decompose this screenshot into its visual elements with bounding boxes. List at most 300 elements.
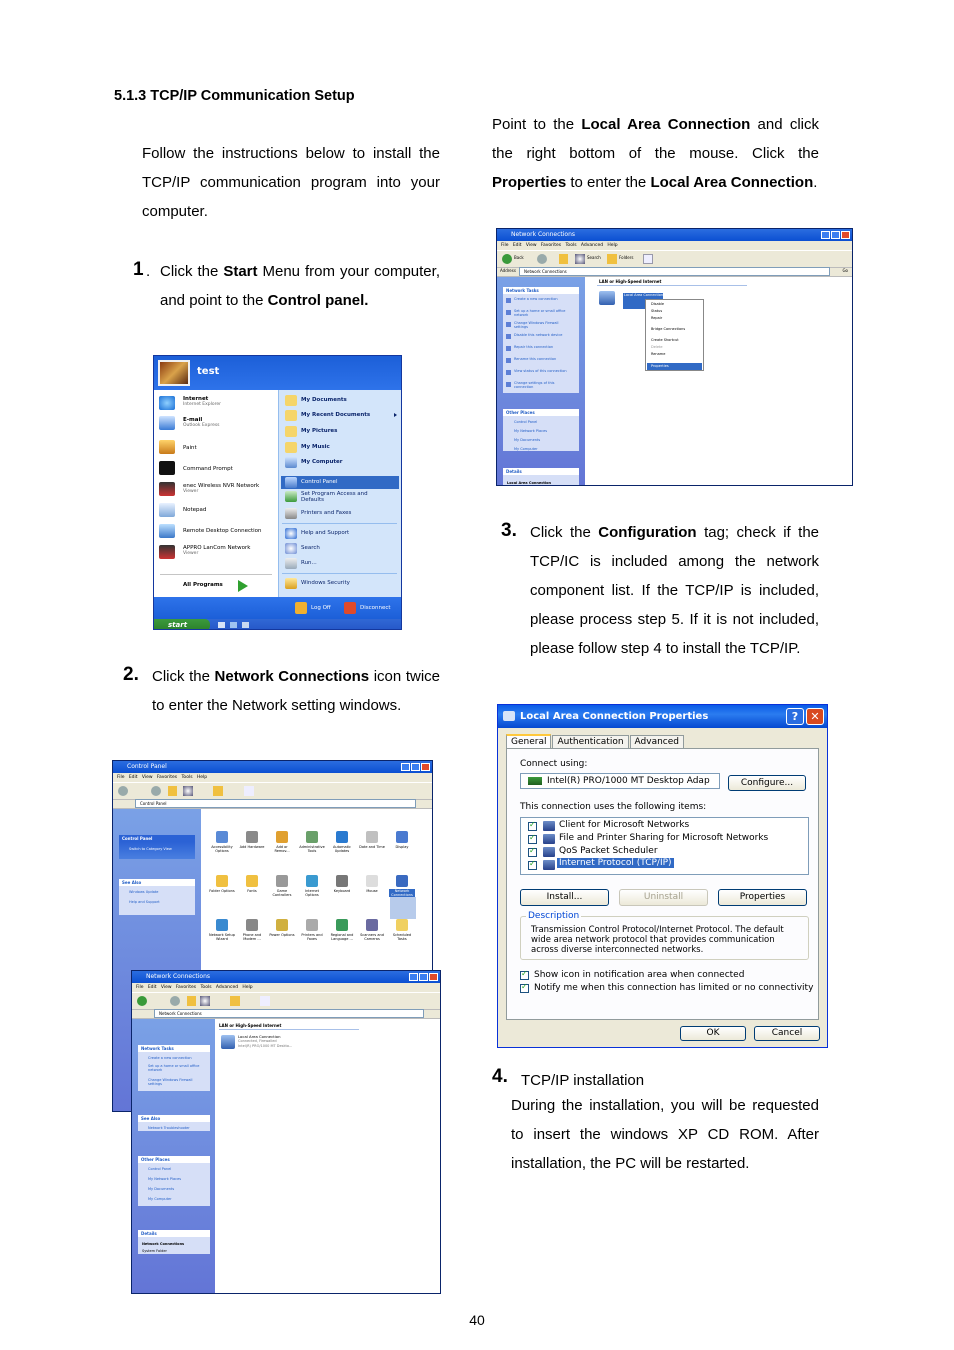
nc-address-field[interactable]: Network Connections [154,1009,424,1018]
dialog-close-button[interactable]: ✕ [806,708,824,725]
start-item-my-recent-documents[interactable]: My Recent Documents [301,412,371,418]
start-item-internet[interactable]: Internet Internet Explorer [183,396,222,407]
cp-icon-16[interactable] [276,919,288,931]
step1-control-panel: Control panel. [267,292,369,309]
start-button[interactable]: start [154,619,210,630]
ncs-task-link[interactable]: Change settings of this connection [514,381,555,389]
cp-icon-label[interactable]: Network Connections [389,889,415,897]
start-item-my-documents[interactable]: My Documents [301,397,347,403]
items-label: This connection uses the following items: [520,802,707,812]
ncs-task-link[interactable]: Repair this connection [514,345,554,349]
ncs-menu-edit[interactable]: Edit [512,243,522,248]
start-item-control-panel[interactable]: Control Panel [301,479,338,485]
nc-tasks-box [138,1045,210,1091]
ncs-section-title: LAN or High-Speed Internet [599,279,662,284]
ncs-other-title: Other Places [506,410,535,415]
nc-connection-label[interactable]: Local Area Connection [238,1034,281,1039]
maximize-button[interactable] [411,763,420,771]
quicklaunch-desktop-icon[interactable] [230,622,237,628]
ncs-tasks-title: Network Tasks [506,288,539,293]
nc-other-box [138,1156,210,1206]
properties-button[interactable]: Properties [718,889,807,906]
ncs-search-label[interactable]: Search [587,255,601,260]
cp-icon-1[interactable] [246,831,258,843]
dialog-title: Local Area Connection Properties [520,711,709,722]
ncs-other-box [503,409,579,451]
user-avatar [158,360,190,386]
dialog-titlebar [498,705,827,728]
folders-icon[interactable] [213,786,223,796]
tab-general[interactable]: General [506,734,551,751]
step2-text [123,662,441,720]
disconnect-button[interactable]: Disconnect [344,601,391,615]
description-group [520,911,809,960]
control-panel-menubar [113,773,432,782]
cp-icon-17[interactable] [306,919,318,931]
start-menu-header [154,356,401,390]
context-menu [645,299,704,371]
client-icon [543,821,555,831]
nc-my-documents-link[interactable]: My Documents [148,1187,175,1191]
step3-t1: Click the [530,524,599,541]
ncs-minimize-button[interactable] [821,231,830,239]
outlook-express-icon [159,416,175,430]
ncs-maximize-button[interactable] [831,231,840,239]
tab-advanced[interactable]: Advanced [630,735,684,749]
ncs-lan-icon[interactable] [599,291,615,305]
adapter-icon [528,777,542,785]
start-item-nvr-viewer[interactable]: enec Wireless NVR Network Viewer [183,483,260,494]
start-item-my-music[interactable]: My Music [301,444,330,450]
cp-side-box [119,835,195,859]
item-tcpip[interactable]: Internet Protocol (TCP/IP) [559,858,672,868]
cp-icon-label[interactable]: Accessibility Options [211,845,233,853]
ncs-task-icon [506,298,511,303]
nc-troubleshooter-link[interactable]: Network Troubleshooter [148,1126,190,1130]
cp-icon-12[interactable] [366,875,378,887]
ncs-menu-view[interactable]: View [525,243,537,248]
qos-checkbox[interactable] [528,848,537,857]
cp-icon-18[interactable] [336,919,348,931]
ncs-task-link[interactable]: Create a new connection [514,297,558,301]
nc-search-icon[interactable] [200,996,210,1006]
menu-view[interactable]: View [141,775,153,780]
cp-icon-3[interactable] [306,831,318,843]
nc-side [132,1019,215,1293]
nc-menu-help[interactable]: Help [242,985,253,990]
step4-title [492,1066,645,1089]
all-programs-button[interactable]: All Programs [183,582,223,588]
ncs-address-bar [497,266,852,277]
cp-icon-13[interactable] [396,875,408,887]
nc-back-icon[interactable] [137,996,147,1006]
my-music-icon [285,442,297,453]
cp-icon-label[interactable]: Administrative Tools [299,845,325,853]
start-item-remote-desktop[interactable]: Remote Desktop Connection [183,528,262,534]
cp-icon-6[interactable] [396,831,408,843]
item-client[interactable]: Client for Microsoft Networks [559,820,690,830]
context-item[interactable]: Disable [651,302,664,306]
cp-icon-10[interactable] [306,875,318,887]
tab-authentication[interactable]: Authentication [552,735,628,749]
forward-icon[interactable] [151,786,161,796]
network-connections-window [131,970,441,1294]
nc-tasks-title: Network Tasks [141,1046,174,1051]
point-t1: Point to the [492,116,582,133]
cp-icon-label[interactable]: Network Setup Wizard [209,933,235,941]
lan-connection-icon[interactable] [221,1035,235,1049]
sharing-checkbox[interactable] [528,835,537,844]
quicklaunch-ie-icon[interactable] [218,622,225,628]
step2-network-connections: Network Connections [214,668,370,685]
control-panel-titlebar: Control Panel [113,761,432,773]
ncs-address-label: Address [500,268,516,273]
context-item[interactable]: Status [651,309,663,313]
up-icon[interactable] [168,786,177,796]
nc-up-icon[interactable] [187,996,196,1006]
program-access-icon [285,491,297,502]
cp-icon-0[interactable] [216,831,228,843]
cp-icon-19[interactable] [366,919,378,931]
nc-details-type: System Folder [142,1249,167,1253]
item-sharing[interactable]: File and Printer Sharing for Microsoft Networks [559,833,769,843]
step3-text [501,518,820,663]
nc-details-title: Details [141,1231,157,1236]
start-item-appro-viewer[interactable]: APPRO LanCom Network Viewer [183,545,251,556]
cp-icon-5[interactable] [366,831,378,843]
context-properties[interactable]: Properties [651,364,669,368]
network-connections-context-window [496,228,853,486]
cp-see-also-title: See Also [122,880,142,885]
ncs-tasks-box [503,287,579,393]
nc-section-line [219,1029,359,1030]
start-menu-footer [154,597,401,619]
point-paragraph [492,110,819,197]
paint-icon [159,440,175,454]
step2-t1: Click the [152,668,215,685]
notepad-icon [159,503,175,517]
taskbar [154,619,401,630]
start-menu-screenshot [153,355,402,630]
adapter-name: Intel(R) PRO/1000 MT Desktop Adap [547,776,710,786]
context-item[interactable]: Rename [651,352,666,356]
right-divider-2 [282,573,397,574]
cp-icon-14[interactable] [216,919,228,931]
nc-connection-status: Connected, Firewalled [238,1039,277,1043]
nc-control-panel-link[interactable]: Control Panel [148,1167,172,1171]
ncs-back-label[interactable]: Back [514,255,524,260]
ncs-go-button[interactable]: Go [842,268,848,273]
intro-paragraph: Follow the instructions below to install the TCP/IP communication program into your computer. [142,145,440,220]
cp-icon-9[interactable] [276,875,288,887]
ncs-menu-favorites[interactable]: Favorites [540,243,562,248]
context-item[interactable]: Repair [651,316,663,320]
connect-using-label: Connect using: [520,759,588,769]
nc-menu-edit[interactable]: Edit [147,985,157,990]
nvr-viewer-icon [159,482,175,496]
step4-number: 4. [492,1066,508,1087]
views-icon[interactable] [244,786,254,796]
step1-t2: Menu from your computer, and point to the [160,263,440,309]
point-t2: and click the right bottom of the mouse. Click the [492,116,819,162]
ncs-back-icon[interactable] [502,254,512,264]
cp-icon-label[interactable]: Date and Time [359,845,385,849]
menu-help[interactable]: Help [196,775,208,780]
command-prompt-icon [159,461,175,475]
start-item-notepad[interactable]: Notepad [183,507,207,513]
start-item-email[interactable]: E-mail Outlook Express [183,417,220,428]
step1-t1: Click the [160,263,224,280]
ncs-task-icon [506,334,511,339]
context-item[interactable]: Delete [651,345,663,349]
ncs-menu-advanced[interactable]: Advanced [580,243,604,248]
start-item-my-pictures[interactable]: My Pictures [301,428,338,434]
switch-view-link[interactable]: Switch to Category View [129,847,172,851]
start-menu-divider [160,574,272,575]
uninstall-button[interactable]: Uninstall [619,889,708,906]
adapter-field [520,773,720,789]
start-item-printers[interactable]: Printers and Faxes [301,510,352,516]
start-menu-left-pane [154,390,278,597]
ncs-views-icon[interactable] [643,254,653,264]
cp-icon-label[interactable]: Mouse [366,889,378,893]
run-icon [285,558,297,569]
description-label: Description [528,911,580,921]
start-item-run[interactable]: Run... [301,560,317,566]
nc-views-icon[interactable] [260,996,270,1006]
cp-icon-label[interactable]: Game Controllers [272,889,292,897]
general-panel [506,748,819,1020]
ncs-content [585,277,852,485]
cp-icon-20[interactable] [396,919,408,931]
my-pictures-icon [285,426,297,437]
help-icon [285,528,297,539]
nc-see-box [138,1115,210,1131]
context-item[interactable]: Create Shortcut [651,338,679,342]
all-programs-arrow-icon [238,580,248,592]
nc-connection-device: Intel(R) PRO/1000 MT Deskto... [238,1044,293,1048]
nc-see-title: See Also [141,1116,161,1121]
start-item-search[interactable]: Search [301,545,320,551]
nc-content [215,1019,440,1293]
cp-icon-4[interactable] [336,831,348,843]
nc-maximize-button[interactable] [419,973,428,981]
my-recent-documents-icon [285,410,297,421]
ncs-up-icon[interactable] [559,254,568,264]
nc-menu-file[interactable]: File [136,985,144,990]
nc-task-firewall[interactable]: Change Windows Firewall settings [148,1078,193,1086]
cp-icon-label[interactable]: Add or Remov... [274,845,290,853]
client-checkbox[interactable] [528,822,537,831]
search-icon [285,543,297,554]
cp-icon-11[interactable] [336,875,348,887]
ncs-side [497,277,585,485]
control-panel-icon [285,477,297,488]
cp-icon-7[interactable] [216,875,228,887]
cp-icon-label[interactable]: Folder Options [209,889,235,893]
cp-icon-label[interactable]: Power Options [269,933,295,937]
logoff-button[interactable]: Log Off [295,601,331,615]
help-button[interactable]: ? [786,708,804,725]
nc-close-button[interactable] [429,973,438,981]
ncs-other-link[interactable]: Control Panel [514,420,538,424]
dialog-network-icon [503,711,515,721]
ok-button[interactable]: OK [680,1026,746,1041]
page-number: 40 [469,1312,485,1328]
remote-desktop-icon [159,524,175,538]
quicklaunch-media-icon[interactable] [242,622,249,628]
my-documents-icon [285,395,297,406]
address-field[interactable]: Control Panel [135,799,416,808]
nc-minimize-button[interactable] [409,973,418,981]
ncs-other-link[interactable]: My Documents [514,438,541,442]
cp-icon-15[interactable] [246,919,258,931]
ncs-task-icon [506,382,511,387]
menu-favorites[interactable]: Favorites [156,775,178,780]
ncs-task-icon [506,370,511,375]
point-local-area-2: Local Area Connection [650,174,814,191]
internet-explorer-icon [159,396,175,410]
notify-checkbox[interactable] [520,984,529,993]
nc-network-places-link[interactable]: My Network Places [148,1177,182,1181]
cp-icon-label[interactable]: Automatic Updates [333,845,351,853]
cp-icon-label[interactable]: Scheduled Tasks [392,933,412,941]
start-item-program-access[interactable]: Set Program Access and Defaults [301,491,368,503]
ncs-task-icon [506,346,511,351]
ncs-menu-file[interactable]: File [501,243,509,248]
show-icon-checkbox[interactable] [520,971,529,980]
cp-icon-8[interactable] [246,875,258,887]
close-button[interactable] [421,763,430,771]
step1-start: Start [223,263,258,280]
step2-t2: icon twice to enter the Network setting windows. [152,668,441,714]
nc-menu-advanced[interactable]: Advanced [215,985,239,990]
ncs-menu-help[interactable]: Help [607,243,618,248]
ncs-task-icon [506,322,511,327]
cp-icon-label[interactable]: Regional and Language ... [330,933,354,941]
ncs-forward-icon[interactable] [537,254,547,264]
nc-titlebar: Network Connections [132,971,440,983]
menu-file[interactable]: File [117,775,125,780]
cp-icon-label[interactable]: Internet Options [305,889,319,897]
appro-viewer-icon [159,545,175,559]
ncs-task-link[interactable]: View status of this connection [514,369,567,373]
nc-task-home-network[interactable]: Set up a home or small office network [148,1064,200,1072]
ncs-task-link[interactable]: Disable this network device [514,333,563,337]
cp-icon-label[interactable]: Printers and Faxes [301,933,323,941]
ncs-task-link[interactable]: Rename this connection [514,357,557,361]
nc-folders-icon[interactable] [230,996,240,1006]
cp-icon-label[interactable]: Phone and Modem ... [242,933,262,941]
cp-see-also [119,879,195,915]
notify-label: Notify me when this connection has limited or no connectivity [534,983,814,993]
start-item-paint[interactable]: Paint [183,445,197,451]
ncs-task-link[interactable]: Set up a home or small office network [514,309,566,317]
ncs-close-button[interactable] [841,231,850,239]
nc-menu-view[interactable]: View [160,985,172,990]
tcpip-checkbox[interactable] [528,861,537,870]
help-support-link[interactable]: Help and Support [129,900,160,904]
install-button[interactable]: Install... [520,889,609,906]
start-item-help[interactable]: Help and Support [301,530,350,536]
step3-number: 3. [501,520,517,541]
cp-icon-2[interactable] [276,831,288,843]
configure-button[interactable]: Configure... [728,775,806,791]
cp-icon-label[interactable]: Scanners and Cameras [360,933,384,941]
point-t3: to enter the [566,174,651,191]
logoff-icon [295,602,307,614]
nc-forward-icon[interactable] [170,996,180,1006]
qos-icon [543,847,555,857]
step1-sep: . [146,263,151,280]
minimize-button[interactable] [401,763,410,771]
search-icon[interactable] [183,786,193,796]
start-item-my-computer[interactable]: My Computer [301,459,343,465]
windows-update-link[interactable]: Windows Update [129,890,159,894]
menu-edit[interactable]: Edit [128,775,138,780]
nc-menu-tools[interactable]: Tools [200,985,212,990]
ncs-folders-label[interactable]: Folders [619,255,634,260]
ncs-other-link[interactable]: My Network Places [514,429,548,433]
ncs-menu-tools[interactable]: Tools [565,243,577,248]
start-item-windows-security[interactable]: Windows Security [301,580,350,586]
context-item[interactable]: Bridge Connections [651,327,686,331]
step2-number: 2. [123,664,139,685]
nc-task-create[interactable]: Create a new connection [148,1056,192,1060]
show-icon-label: Show icon in notification area when connected [534,970,745,980]
windows-security-icon [285,578,297,589]
point-local-area: Local Area Connection [581,116,751,133]
nc-menubar [132,983,440,992]
right-divider [282,523,397,524]
point-properties: Properties [492,174,567,191]
control-panel-highlight [281,476,399,489]
ncs-folders-icon[interactable] [607,254,617,264]
ncs-task-link[interactable]: Change Windows Firewall settings [514,321,559,329]
cp-icon-label[interactable]: Fonts [247,889,257,893]
back-icon[interactable] [118,786,128,796]
menu-tools[interactable]: Tools [181,775,193,780]
ncs-address-field[interactable]: Network Connections [519,267,830,276]
step1-text [133,257,440,315]
nc-other-title: Other Places [141,1157,170,1162]
item-qos[interactable]: QoS Packet Scheduler [559,846,658,856]
cp-icon-label[interactable]: Display [395,845,409,849]
tcpip-icon [543,860,555,870]
ncs-connection-label: Local Area Connection [624,293,664,297]
nc-details-name: Network Connections [142,1242,185,1246]
cp-icon-label[interactable]: Add Hardware [239,845,265,849]
ncs-other-link[interactable]: My Computer [514,447,538,451]
ncs-details-name: Local Area Connection [507,481,552,485]
step3-t2: tag; check if the TCP/IC is included among the network component list. If the TCP/IP is included, please process step 5. If it is not included, please follow step 4 to install the TCP/IP. [530,524,820,657]
network-connections-selection [390,897,416,919]
cancel-button[interactable]: Cancel [754,1026,820,1041]
nc-menu-favorites[interactable]: Favorites [175,985,197,990]
start-item-command-prompt[interactable]: Command Prompt [183,466,233,472]
user-name: test [197,366,220,377]
lan-properties-dialog [497,704,828,1048]
nc-my-computer-link[interactable]: My Computer [148,1197,172,1201]
step4-title-text: TCP/IP installation [521,1072,645,1089]
ncs-titlebar: Network Connections [497,229,852,241]
nc-section-title: LAN or High-Speed Internet [219,1023,282,1028]
dialog-tabs [506,734,685,749]
ncs-search-icon[interactable] [575,254,585,264]
nc-address-bar [132,1008,440,1019]
cp-icon-label[interactable]: Keyboard [333,889,351,893]
ncs-details-title: Details [506,469,522,474]
